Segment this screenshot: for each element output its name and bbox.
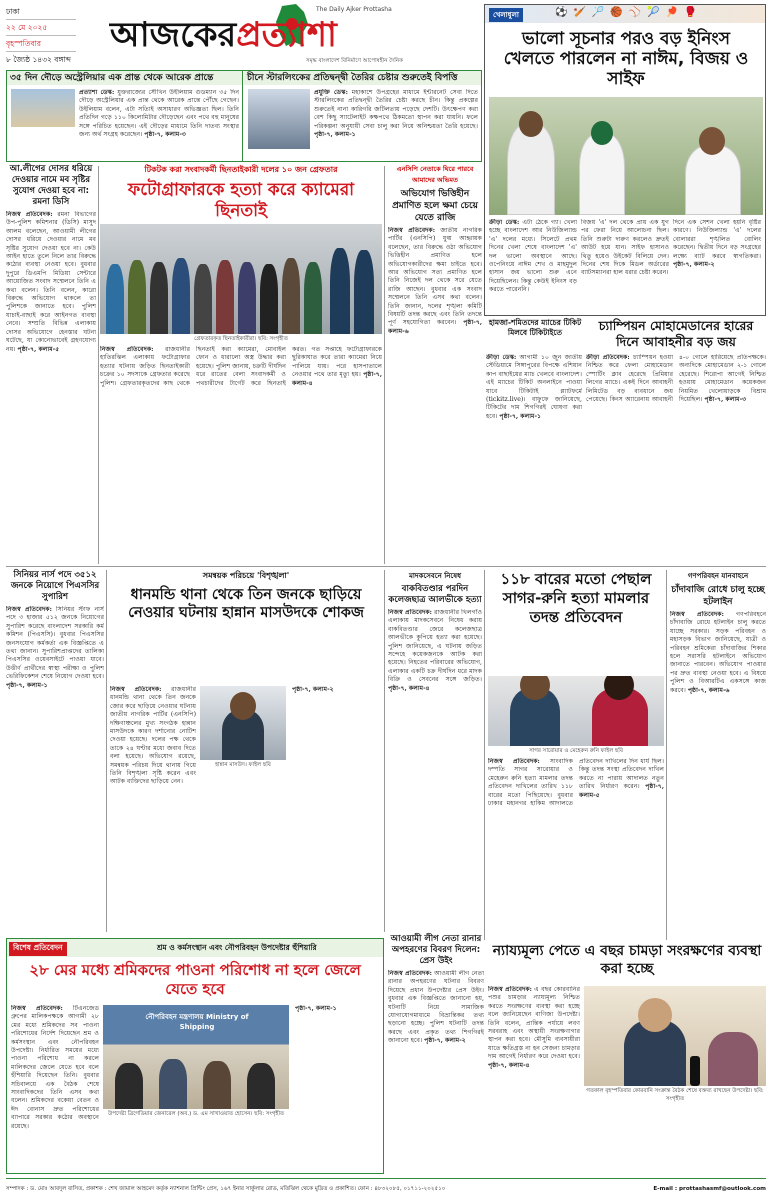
- photo-story-caption: গ্রেফতারকৃত ছিনতাইকারীরা। ছবি: সংগৃহীত: [194, 336, 288, 342]
- sagar-photo: [488, 676, 664, 746]
- leather-text: এ বছর কোরবানির পশুর চামড়ার ন্যায্যমূল্য নিশ্চিত করতে সংরক্ষণের ব্যবস্থা করা হচ্ছে বলে জানিয়েছেন বাণিজ্য উপদেষ্টা। তিনি বলেন, প্রান্তিক পর্যায়ে লবণ সরবরাহ এবং অস্থায়ী সংরক্ষণাগার স্থাপন করা হবে। মৌসুমি ব্যবসায়ীরা যাতে ক্ষতিগ্রস্ত না হন সেজন্য চামড়ার দাম আগেই নির্ধারণ করে দেওয়া হবে।: [488, 986, 580, 1061]
- sports-lead-byline: ক্রীড়া ডেস্ক:: [489, 219, 520, 226]
- left-column-byline: নিজস্ব প্রতিবেদক:: [6, 211, 53, 218]
- date-box: [6, 4, 76, 68]
- ticket-text: আগামী ১০ জুন জাতীয় স্টেডিয়ামে সিঙ্গাপুরের বিপক্ষে এশিয়ান কাপ বাছাইয়ের ম্যাচ খেলবে বাংলাদেশ। এই ম্যাচের টিকিট অনলাইনে পাওয়া যাবে টিকিটাই প্ল্যাটফর্মে (tickitz.live)। বাফুফে জানিয়েছে, টিকিটের দাম শিগগিরই ঘোষণা করা হবে।: [486, 354, 582, 420]
- top-left-body: [79, 89, 239, 159]
- divider: [98, 166, 99, 564]
- bus-jump: পৃষ্ঠা-৭, কলাম-৬: [687, 686, 730, 694]
- nurse-text: সিনিয়র স্টাফ নার্স পদে ৩ হাজার ৫১২ জনকে নিয়োগের সুপারিশ করেছে বাংলাদেশ সরকারি কর্ম কমিশন (পিএসসি)। বুধবার পিএসসির জনসংযোগ কর্মকর্তা এক বিজ্ঞপ্তিতে এ তথ্য জানান। সুপারিশপ্রাপ্তদের তালিকা পিএসসির ওয়েবসাইটে পাওয়া যাবে। উত্তীর্ণ প্রার্থীদের স্বাস্থ্য পরীক্ষা ও পুলিশ ভেরিফিকেশন শেষে নিয়োগ দেওয়া হবে।: [6, 606, 104, 681]
- left-column-jump: পৃষ্ঠা-৭, কলাম-৫: [17, 345, 60, 353]
- top-strip: [6, 70, 482, 162]
- arrested-person: [106, 264, 124, 334]
- player-3-head: [699, 127, 725, 155]
- mid-right-byline: নিজস্ব প্রতিবেদক:: [388, 227, 436, 234]
- footer-email: E-mail : prottashasmf@outlook.com: [649, 1181, 766, 1197]
- dhanmondi-body-right: [292, 686, 382, 926]
- photo-story: [100, 164, 382, 564]
- photo-story-byline: নিজস্ব প্রতিবেদক:: [100, 346, 154, 353]
- top-left-byline: প্রত্যাশা ডেস্ক:: [79, 89, 115, 96]
- bus-body: [670, 611, 766, 921]
- top-mid-photo: [248, 89, 310, 149]
- sagar-body: [488, 758, 664, 938]
- mid-right-kicker: এনসিপি নেতাকে ঘিরে পারবে আমাদের অভিমত: [396, 165, 474, 184]
- arrested-person: [260, 264, 278, 334]
- dhanmondi-photo: [200, 686, 286, 760]
- logo-left: আজকের: [110, 15, 237, 55]
- nurse-byline: নিজস্ব প্রতিবেদক:: [6, 606, 52, 613]
- sports-header: [485, 5, 765, 23]
- arrested-person: [150, 262, 168, 334]
- sports-lead-photo: [489, 97, 763, 215]
- special-report-body: [11, 1005, 99, 1171]
- special-report: [6, 938, 384, 1174]
- footer-imprint: সম্পাদক : ড. মোঃ আবদুল বাসিত, প্রকাশক : শেখ জামাল আহমেদ কর্তৃক ন্যাশনাল প্রিন্টিং প্রেস, ১৬৭ ইনার সার্কুলার রোড, মতিঝিল থেকে মুদ্রিত ও প্রকাশিত। ফোন : ৪৮৩২০৮৫, ০১৭১১-২০২৫১০: [6, 1186, 446, 1192]
- photo-story-text: রাজধানীর হাতিরঝিল এলাকায় ফটোগ্রাফার হত্যার ঘটনায় জড়িত ছিনতাইকারী চক্রের ১০ সদস্যকে গ্রেফতার করেছে পুলিশ। গ্রেফতারকৃতদের কাছ থেকে ছিনতাই করা ক্যামেরা, মোবাইল ফোন ও ধারালো অস্ত্র উদ্ধার করা হয়েছে। পুলিশ জানায়, চক্রটি দীর্ঘদিন ধরে রাতের বেলা সংবাদকর্মী ও পথচারীদের টার্গেট করে ছিনতাই করত। গত সপ্তাহে ফটোগ্রাফারকে ছুরিকাঘাত করে তারা ক্যামেরা নিয়ে পালিয়ে যায়। পরে হাসপাতালে নেওয়ার পথে তার মৃত্যু হয়।: [100, 346, 382, 387]
- mid-right-text: জাতীয় নাগরিক পার্টির (এনসিপি) যুগ্ম আহ্বায়ক বলেছেন, তার বিরুদ্ধে ওঠা অভিযোগ ভিত্তিহীন প্রমাণিত হলে অভিযোগকারীদের ক্ষমা চাইতে হবে। আর অভিযোগ সত্য প্রমাণিত হলে তিনি নিজেই দল থেকে সরে যেতে রাজি আছেন। বুধবার এক সংবাদ সম্মেলনে তিনি এসব কথা বলেন। তিনি জানান, দলের শৃঙ্খলা কমিটি বিষয়টি তদন্ত করছে এবং তিনি তদন্তে পূর্ণ সহযোগিতা করবেন।: [388, 227, 482, 327]
- sports-panel: [484, 4, 766, 316]
- champion-jump: পৃষ্ঠা-৭, কলাম-৩: [704, 396, 747, 404]
- photo-story-headline: ফটোগ্রাফারকে হত্যা করে ক্যামেরা ছিনতাই: [127, 180, 355, 221]
- arrested-person: [216, 260, 234, 334]
- ticket-body: [486, 354, 582, 562]
- nurse-story: [6, 570, 104, 930]
- logo-right: প্রত্যাশা: [236, 15, 337, 55]
- sagar-caption: সাগর সারোয়ার ও মেহেরুন রুনি ফাইল ছবি: [529, 748, 623, 754]
- bus-story: [670, 570, 766, 940]
- champion-headline: চ্যাম্পিয়ন মোহামেডানের হারের দিনে আবাহনীর বড় জয়: [598, 318, 754, 349]
- divider: [384, 166, 385, 564]
- arrested-person: [304, 262, 322, 334]
- nurse-headline: সিনিয়র নার্স পদে ৩৫১২ জনকে নিয়োগে পিএসসির সুপারিশ: [10, 570, 100, 602]
- top-left-headline: ৩৫ দিন দৌড়ে অস্ট্রেলিয়ার এক প্রান্ত থেকে আরেক প্রান্তে: [7, 71, 242, 85]
- divider: [484, 570, 485, 940]
- champion-byline: ক্রীড়া প্রতিবেদক:: [586, 354, 630, 361]
- dhanmondi-byline: নিজস্ব প্রতিবেদক:: [110, 686, 162, 693]
- meeting-attendee: [115, 1063, 143, 1109]
- dhanmondi-story: [110, 570, 382, 932]
- leather-byline: নিজস্ব প্রতিবেদক:: [488, 986, 532, 993]
- logo: [110, 12, 450, 58]
- mid-right-headline: অভিযোগ ভিত্তিহীন প্রমাণিত হলে ক্ষমা চেয়ে যেতে রাজি: [392, 189, 478, 223]
- ticket-kicker: হামজা-শমিতদের ম্যাচের টিকিট মিলবে টিকিটাইতে: [488, 318, 582, 337]
- masthead-date: ২২ মে ২০২৫: [6, 20, 76, 36]
- sagar-story: [488, 570, 664, 940]
- arrested-person: [128, 260, 146, 334]
- top-mid-byline: প্রযুক্তি ডেস্ক:: [314, 89, 348, 96]
- police-officer: [330, 248, 350, 334]
- mid-right-body: [388, 227, 482, 557]
- left-column-body: [6, 211, 96, 541]
- awami-jump: পৃষ্ঠা-৭, কলাম-২: [424, 1037, 466, 1045]
- sports-lead-body-right: [673, 219, 761, 311]
- drug-body: [388, 609, 482, 809]
- mid-right-jump: পৃষ্ঠা-৭, কলাম-৬: [388, 319, 482, 335]
- arrested-person: [238, 262, 256, 334]
- nurse-body: [6, 606, 104, 916]
- drug-kicker: মাদকসেবনে নিষেধ: [408, 572, 462, 580]
- drug-headline: বাকবিতণ্ডার পরদিন কলেজছাত্র আলভীকে হত্যা: [388, 584, 482, 605]
- divider: [666, 570, 667, 940]
- photo-story-kicker: টিকটক করা সংবাদকর্মী ছিনতাইকারী দলের ১০ জন গ্রেফতার: [144, 165, 338, 174]
- special-report-byline: নিজস্ব প্রতিবেদক:: [11, 1005, 63, 1012]
- masthead-city: ঢাকা: [6, 4, 76, 20]
- awami-story: [388, 934, 484, 1174]
- ticket-jump: পৃষ্ঠা-৭, কলাম-১: [499, 412, 542, 420]
- bus-byline: নিজস্ব প্রতিবেদক:: [670, 611, 724, 618]
- mid-right-story: [388, 164, 482, 564]
- leather-jump: পৃষ্ঠা-৭, কলাম-৪: [488, 1061, 530, 1069]
- divider: [106, 570, 107, 932]
- special-report-text: টিএনজেড গ্রুপের মালিকপক্ষকে আগামী ২৮ মের মধ্যে শ্রমিকদের সব পাওনা পরিশোধের নির্দেশ দিয়েছেন শ্রম ও কর্মসংস্থান এবং নৌপরিবহন উপদেষ্টা। নির্ধারিত সময়ের মধ্যে পাওনা পরিশোধ না করলে মালিকদের জেলে যেতে হবে বলে হুঁশিয়ারি দিয়েছেন তিনি। বুধবার সচিবালয়ে এক বৈঠক শেষে সাংবাদিকদের তিনি এসব কথা বলেন। শ্রমিকদের বকেয়া বেতন ও ঈদ বোনাস দ্রুত পরিশোধের ব্যাপারে সরকার কঠোর অবস্থানে রয়েছে।: [11, 1005, 99, 1130]
- special-report-kicker: শ্রম ও কর্মসংস্থান এবং নৌপরিবহন উপদেষ্টার হুঁশিয়ারি: [157, 943, 317, 952]
- drug-jump: পৃষ্ঠা-৭, কলাম-৪: [388, 684, 430, 692]
- sagar-jump: পৃষ্ঠা-৭, কলাম-৫: [579, 783, 664, 799]
- dhanmondi-caption: হান্নান মাসউদ। ফাইল ছবি: [215, 762, 271, 768]
- top-left-photo: [11, 89, 75, 127]
- special-report-jump: পৃষ্ঠা-৭, কলাম-১: [295, 1005, 337, 1012]
- english-name: The Daily Ajker Prottasha: [316, 6, 392, 13]
- sports-label: খেলাধুলা: [489, 8, 523, 22]
- arrested-person: [282, 258, 300, 334]
- dhanmondi-text: রাজধানীর ধানমন্ডি থানা থেকে তিন জনকে জোর করে ছাড়িয়ে নেওয়ার ঘটনায় জাতীয় নাগরিক পার্টির (এনসিপি) দক্ষিণাঞ্চলের মুখ্য সংগঠক হান্নান মাসউদকে কারণ দর্শানোর নোটিশ দেওয়া হয়েছে। দলের পক্ষ থেকে তাকে ২৪ ঘণ্টার মধ্যে জবাব দিতে বলা হয়েছে। অভিযোগ রয়েছে, সমন্বয়ক পরিচয় দিয়ে থানায় গিয়ে তিনি বিশৃঙ্খলা সৃষ্টি করেন এবং আটক ব্যক্তিদের ছাড়িয়ে নেন।: [110, 686, 196, 786]
- leather-body-right: [584, 1106, 766, 1172]
- sports-lead-text-left: এটা ঠেকে গ্যা। খেলা হচ্ছে বাংলাদেশ আর নিউজিল্যান্ড 'এ' দলের মধ্যে। সিলেটে প্রথম দিনের খেলা শেষে বাংলাদেশ 'এ' দল ভালো অবস্থানে আছে। ওপেনিংয়ে নাঈম শেখ ও মাহমুদুল হাসান জয় ভালো শুরু এনে দিয়েছিলেন। কিন্তু কেউই ইনিংস বড় করতে পারেননি।: [489, 219, 577, 294]
- special-report-body-right: [295, 1005, 381, 1171]
- adviser-head: [638, 998, 672, 1032]
- bus-text: গণপরিবহনে চাঁদাবাজি রোধে হটলাইন চালু করতে যাচ্ছে সরকার। সড়ক পরিবহন ও মহাসড়ক বিভাগ জানিয়েছে, যাত্রী ও পরিবহন শ্রমিকেরা চাঁদাবাজির শিকার হলে সরাসরি হটলাইনে অভিযোগ জানাতে পারবেন। অভিযোগ পাওয়ার পর দ্রুত ব্যবস্থা নেওয়া হবে। এ বিষয়ে পুলিশ ও বিআরটিএ একসঙ্গে কাজ করবে।: [670, 611, 766, 694]
- dhanmondi-kicker: সমন্বয়ক পরিচয়ে 'বিশৃঙ্খলা': [202, 571, 290, 580]
- sports-lead-jump: পৃষ্ঠা-৭, কলাম-২: [673, 261, 715, 269]
- ticket-byline: ক্রীড়া ডেস্ক:: [486, 354, 517, 361]
- top-mid-headline: চীনে স্টারলিংকের প্রতিদ্বন্দ্বী তৈরির চেষ্টার শুরুতেই বিপত্তি: [244, 71, 481, 85]
- special-report-headline: ২৮ মের মধ্যে শ্রমিকদের পাওনা পরিশোধ না হলে জেলে যেতে হবে: [29, 961, 361, 998]
- awami-body: [388, 970, 484, 1160]
- player-2: [579, 133, 625, 215]
- dhanmondi-headline: ধানমন্ডি থানা থেকে তিন জনকে ছাড়িয়ে নেওয়ার ঘটনায় হান্নান মাসউদকে শোকজ: [128, 587, 364, 621]
- champion-text: চ্যাম্পিয়ন হওয়া নিশ্চিত করে ফেলা মোহামেডান স্পোর্টিং ক্লাব হেরেছে প্রিমিয়ার লিগের ম্যাচে। একই দিনে আবাহনী লিমিটেড বড় ব্যবধানে জয় পেয়েছে। কিংস অ্যারেনায় আবাহনী ৪-০ গোলে হারিয়েছে প্রতিপক্ষকে। অন্যদিকে মোহামেডান ২-১ গোলে হেরেছে। শিরোপা আগেই নিশ্চিত হওয়ায় মোহামেডান কয়েকজন নিয়মিত খেলোয়াড়কে বিশ্রাম দিয়েছিল।: [586, 354, 766, 404]
- masthead-weekday: বৃহস্পতিবার: [6, 36, 76, 52]
- awami-headline: আওয়ামী লীগ নেতা রানার অপহরণের বিবরণ দিলেন: প্রেস উইং: [390, 934, 482, 966]
- champion-story: [486, 318, 766, 564]
- sagar-text: সাংবাদিক দম্পতি সাগর সারোয়ার ও মেহেরুন রুনি হত্যা মামলার তদন্ত প্রতিবেদন দাখিলের তারিখ ১১৮ বারের মতো পিছিয়েছে। বুধবার ঢাকার মহানগর হাকিম আদালতে প্রতিবেদন দাখিলের দিন ধার্য ছিল। কিন্তু তদন্ত সংস্থা প্রতিবেদন দাখিল করতে না পারায় আদালত নতুন তারিখ নির্ধারণ করেন।: [488, 758, 664, 808]
- top-left-jump: পৃষ্ঠা-৭, কলাম-৩: [144, 131, 186, 139]
- drug-byline: নিজস্ব প্রতিবেদক:: [388, 609, 432, 616]
- police-officer: [354, 250, 374, 334]
- sagar-byline: নিজস্ব প্রতিবেদক:: [488, 758, 540, 765]
- sagar-headline: ১১৮ বারের মতো পেছাল সাগর-রুনি হত্যা মামলার তদন্ত প্রতিবেদন: [500, 570, 652, 626]
- leather-photo: [584, 986, 766, 1086]
- meeting-attendee: [159, 1059, 187, 1109]
- left-column-story: [6, 164, 96, 564]
- top-mid-text: মহাকাশে উপগ্রহের মাধ্যমে ইন্টারনেট সেবা দিতে স্টারলিংকের প্রতিদ্বন্দ্বী তৈরির চেষ্টা করছে চীন। কিন্তু প্রকল্পের শুরুতেই নানা কারিগরি জটিলতায় পড়েছে দেশটি। উৎক্ষেপণ করা বেশ কিছু স্যাটেলাইট কক্ষপথে ঠিকমতো স্থাপন করা যায়নি। ফলে পরিকল্পনা অনুযায়ী সেবা চালু করা নিয়ে অনিশ্চয়তা তৈরি হয়েছে।: [314, 89, 478, 130]
- dhanmondi-jump: পৃষ্ঠা-৭, কলাম-২: [292, 686, 334, 693]
- top-mid-body: [314, 89, 478, 159]
- official-portrait: [708, 1032, 758, 1086]
- leather-story: [488, 942, 766, 1174]
- sports-lead-body-left: [489, 219, 577, 311]
- sports-icons: ⚽🏏🏸🏀⚾🎾🏓🥊: [555, 7, 703, 18]
- drug-text: রাজধানীর খিলগাঁও এলাকায় মাদকসেবনে নিষেধ করায় বাকবিতণ্ডার জেরে কলেজছাত্র আলভীকে কুপিয়ে হত্যা করা হয়েছে। পুলিশ জানিয়েছে, এ ঘটনায় জড়িত সন্দেহে কয়েকজনকে আটক করা হয়েছে। নিহতের পরিবারের অভিযোগ, এলাকার একটি চক্র দীর্ঘদিন ধরে মাদক বিক্রি ও সেবনের সঙ্গে জড়িত।: [388, 609, 482, 684]
- photo-story-body: [100, 346, 382, 560]
- masthead-date-bn: ৮ জ্যৈষ্ঠ ১৪৩২ বঙ্গাব্দ: [6, 55, 71, 64]
- dhanmondi-body: [110, 686, 196, 926]
- special-report-photo: [103, 1005, 289, 1109]
- awami-text: আওয়ামী লীগ নেতা রানার অপহরণের ঘটনার বিবরণ দিয়েছে প্রধান উপদেষ্টার প্রেস উইং। বুধবার এক বিজ্ঞপ্তিতে জানানো হয়, ঘটনাটি নিয়ে সামাজিক যোগাযোগমাধ্যমে বিভ্রান্তিকর তথ্য ছড়ানো হচ্ছে। পুলিশ ঘটনাটি তদন্ত করছে এবং প্রকৃত তথ্য শিগগিরই জানানো হবে।: [388, 970, 484, 1045]
- meeting-attendee: [247, 1063, 275, 1109]
- special-report-caption: উপদেষ্টা ব্রিগেডিয়ার জেনারেল (অব.) ড. এম সাখাওয়াত হোসেন। ছবি: সংগৃহীত: [107, 1111, 285, 1117]
- top-left-story: [7, 71, 243, 161]
- player-3: [685, 145, 741, 215]
- divider: [384, 570, 385, 932]
- photo-story-photo: [100, 224, 382, 334]
- leather-caption: গতকাল বৃহস্পতিবার কোরবানি সংক্রান্ত বৈঠক শেষে বক্তব্য রাখছেন উপদেষ্টা। ছবি: সংগৃহীত: [586, 1088, 764, 1102]
- nurse-jump: পৃষ্ঠা-৭, কলাম-১: [6, 681, 48, 689]
- awami-byline: নিজস্ব প্রতিবেদক:: [388, 970, 432, 977]
- left-column-text: রমনা বিভাগের উপ-পুলিশ কমিশনার (ডিসি) মাসুদ আলম বলেছেন, আওয়ামী লীগের দোসর ধরিয়ে দেওয়ার নামে মব সৃষ্টির সুযোগ দেওয়া হবে না। কেউ আইন হাতে তুলে নিলে তার বিরুদ্ধে কঠোর ব্যবস্থা নেওয়া হবে। বুধবার দুপুরে ডিএমপি মিডিয়া সেন্টারে আয়োজিত সংবাদ সম্মেলনে তিনি এ কথা বলেন। তিনি বলেন, কারো বিরুদ্ধে অভিযোগ থাকলে তা পুলিশকে জানাতে হবে। পুলিশ যাচাই-বাছাই করে আইনগত ব্যবস্থা নেবে। সম্প্রতি বিভিন্ন এলাকায় দোসর অভিযোগে হেনস্তার ঘটনা ঘটেছে, যা কোনোভাবেই গ্রহণযোগ্য নয়।: [6, 211, 96, 353]
- meeting-attendee: [203, 1061, 231, 1109]
- sports-lead-body-mid: বিজয় 'এ' দল থেকে প্রায় এক যুগ পর ফেরা নিয়ে আলোচনা ছিল। তিনি শুরুটা দারুণ করলেও দ্রুতই আউট হয়ে যান। সাইফ হাসানও থিতু হয়েও উইকেট বিলিয়ে দেন। দিনের শেষ দিকে মিডল অর্ডারের ব্যাটসম্যানরা হাল ধরার চেষ্টা করেন।: [581, 219, 669, 277]
- arrested-person: [172, 258, 190, 334]
- tagline: সমৃদ্ধ বাংলাদেশ বিনির্মাণে আপোষহীন দৈনিক: [306, 58, 404, 64]
- top-mid-jump: পৃষ্ঠা-৭, কলাম-১: [314, 131, 356, 139]
- special-report-bar: [7, 939, 383, 957]
- footer-divider: [6, 1178, 766, 1179]
- sports-lead-text-right: দিনে এক সেশন খেলা হয়নি বৃষ্টির কারণে। নিউজিল্যান্ড 'এ' দলের বোলাররা শৃঙ্খলিত বোলিং করেছেন। দ্বিতীয় দিনে বড় সংগ্রহের লক্ষ্যে ব্যাট করবে স্বাগতিকরা।: [673, 219, 761, 260]
- top-left-text: যুক্তরাজ্যের সৌখিন উইলিয়াম গুডম্যান ৩৫ দিন দৌড়ে অস্ট্রেলিয়ার এক প্রান্ত থেকে আরেক প্রান্তে পৌঁছে গেছেন। উইলিয়াম বলেন, এটা সত্যিই অসাধারণ অভিজ্ঞতা ছিল। তিনি প্রতিদিন গড়ে ১১০ কিলোমিটার দৌড়েছেন এবং পথে বহু মানুষের সঙ্গে পরিচিত হয়েছেন। এই দৌড়ের মাধ্যমে তিনি দাতব্য সংস্থার জন্য অর্থ সংগ্রহ করেছেন।: [79, 89, 239, 139]
- hannan-masud-head: [230, 692, 256, 720]
- player-1-head: [519, 111, 543, 137]
- masthead: [6, 4, 482, 70]
- microphone-icon: [690, 1056, 700, 1086]
- arrested-person: [194, 264, 212, 334]
- special-report-tag: বিশেষ প্রতিবেদন: [9, 942, 67, 956]
- special-report-banner: নৌপরিবহন মন্ত্রণালয় Ministry of Shipping: [145, 1013, 249, 1031]
- leather-body: [488, 986, 580, 1172]
- leather-headline: ন্যায্যমূল্য পেতে এ বছর চামড়া সংরক্ষণের ব্যবস্থা করা হচ্ছে: [492, 943, 762, 977]
- footer: [6, 1181, 766, 1197]
- photo-story-jump: পৃষ্ঠা-৭, কলাম-৪: [292, 371, 382, 387]
- champion-body: [586, 354, 766, 562]
- left-column-headline: আ.লীগের দোসর ধরিয়ে দেওয়ার নামে মব সৃষ্টির সুযোগ দেওয়া হবে না: রমনা ডিসি: [9, 164, 93, 207]
- player-2-head: [591, 121, 613, 145]
- sports-lead-headline: ভালো সূচনার পরও বড় ইনিংস খেলতে পারলেন না নাঈম, বিজয় ও সাইফ: [503, 29, 749, 89]
- divider: [6, 566, 766, 567]
- drug-story: [388, 570, 482, 830]
- bus-headline: চাঁদাবাজি রোধে চালু হচ্ছে হটলাইন: [671, 585, 765, 607]
- bus-kicker: গণপরিবহন যানবাহনে: [687, 572, 749, 580]
- top-mid-story: [244, 71, 481, 161]
